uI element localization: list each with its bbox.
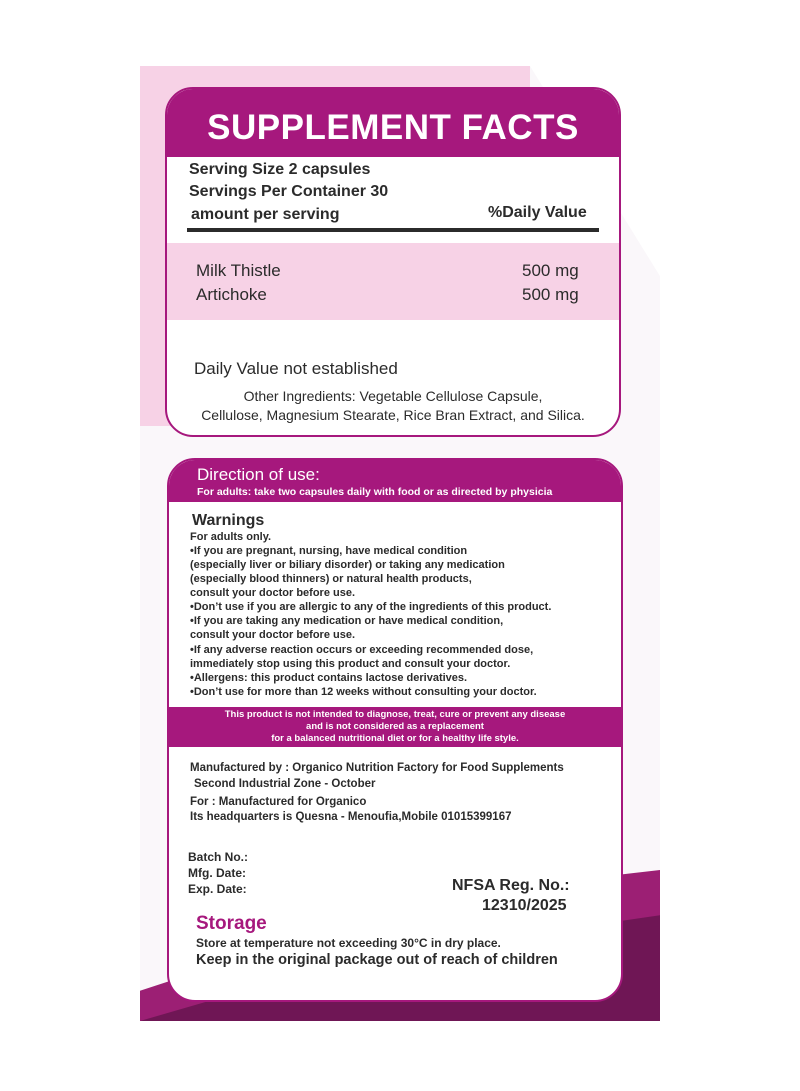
directions-card xyxy=(167,458,623,1002)
warning-line: •If you are pregnant, nursing, have medical condition xyxy=(190,545,468,557)
ingredients-band xyxy=(167,243,619,320)
nfsa-reg-number: 12310/2025 xyxy=(482,897,567,914)
ingredient-name: Milk Thistle xyxy=(196,261,281,280)
warning-line: •If any adverse reaction occurs or exceeding recommended dose, xyxy=(190,644,534,656)
storage-line: Store at temperature not exceeding 30°C in dry place. xyxy=(196,936,501,950)
warning-line: •If you are taking any medication or have medical condition, xyxy=(190,615,504,627)
warnings-title: Warnings xyxy=(192,512,265,529)
warning-line: •Don’t use for more than 12 weeks without consulting your doctor. xyxy=(190,686,537,698)
warning-line: consult your doctor before use. xyxy=(190,587,356,599)
manufacturer-line: For : Manufactured for Organico xyxy=(190,796,367,808)
supplement-facts-card xyxy=(165,87,621,437)
warning-line: For adults only. xyxy=(190,531,272,543)
warning-line: •Don’t use if you are allergic to any of the ingredients of this product. xyxy=(190,601,552,613)
manufacturer-line: Second Industrial Zone - October xyxy=(194,778,376,790)
disclaimer-line: and is not considered as a replacement xyxy=(306,721,484,732)
other-ingredients-line: Other Ingredients: Vegetable Cellulose Capsule, xyxy=(243,388,543,404)
directions-header xyxy=(169,460,621,502)
warning-line: consult your doctor before use. xyxy=(190,629,356,641)
serving-size: Serving Size 2 capsules xyxy=(189,161,371,178)
servings-per-container: Servings Per Container 30 xyxy=(189,183,389,200)
other-ingredients-line: Cellulose, Magnesium Stearate, Rice Bran Extract, and Silica. xyxy=(201,407,585,423)
storage-line: Keep in the original package out of reach of children xyxy=(196,952,558,968)
daily-value-header: %Daily Value xyxy=(488,204,587,221)
nfsa-reg-label: NFSA Reg. No.: xyxy=(452,877,570,894)
disclaimer-line: This product is not intended to diagnose, treat, cure or prevent any disease xyxy=(224,709,566,720)
exp-date-label: Exp. Date: xyxy=(188,882,247,896)
manufacturer-line: Its headquarters is Quesna - Menoufia,Mobile 01015399167 xyxy=(190,811,512,823)
directions-title: Direction of use: xyxy=(197,465,320,484)
directions-text: For adults: take two capsules daily with food or as directed by physicia xyxy=(197,486,553,498)
ingredient-amount: 500 mg xyxy=(522,261,579,280)
warning-line: •Allergens: this product contains lactose derivatives. xyxy=(190,672,468,684)
supplement-facts-title: SUPPLEMENT FACTS xyxy=(167,89,619,157)
storage-title: Storage xyxy=(196,913,267,934)
warning-line: immediately stop using this product and consult your doctor. xyxy=(190,658,511,670)
header-rule xyxy=(187,228,599,232)
manufacturer-line: Manufactured by : Organico Nutrition Factory for Food Supplements xyxy=(190,762,564,774)
daily-value-note: Daily Value not established xyxy=(194,359,398,378)
disclaimer-band xyxy=(169,707,621,747)
mfg-date-label: Mfg. Date: xyxy=(188,866,246,880)
amount-per-serving: amount per serving xyxy=(191,206,340,223)
warning-line: (especially liver or biliary disorder) or taking any medication xyxy=(190,559,505,571)
batch-number-label: Batch No.: xyxy=(188,850,248,864)
disclaimer-line: for a balanced nutritional diet or for a healthy life style. xyxy=(271,733,519,744)
ingredient-name: Artichoke xyxy=(196,285,267,304)
ingredient-amount: 500 mg xyxy=(522,285,579,304)
warning-line: (especially blood thinners) or natural health products, xyxy=(190,573,472,585)
